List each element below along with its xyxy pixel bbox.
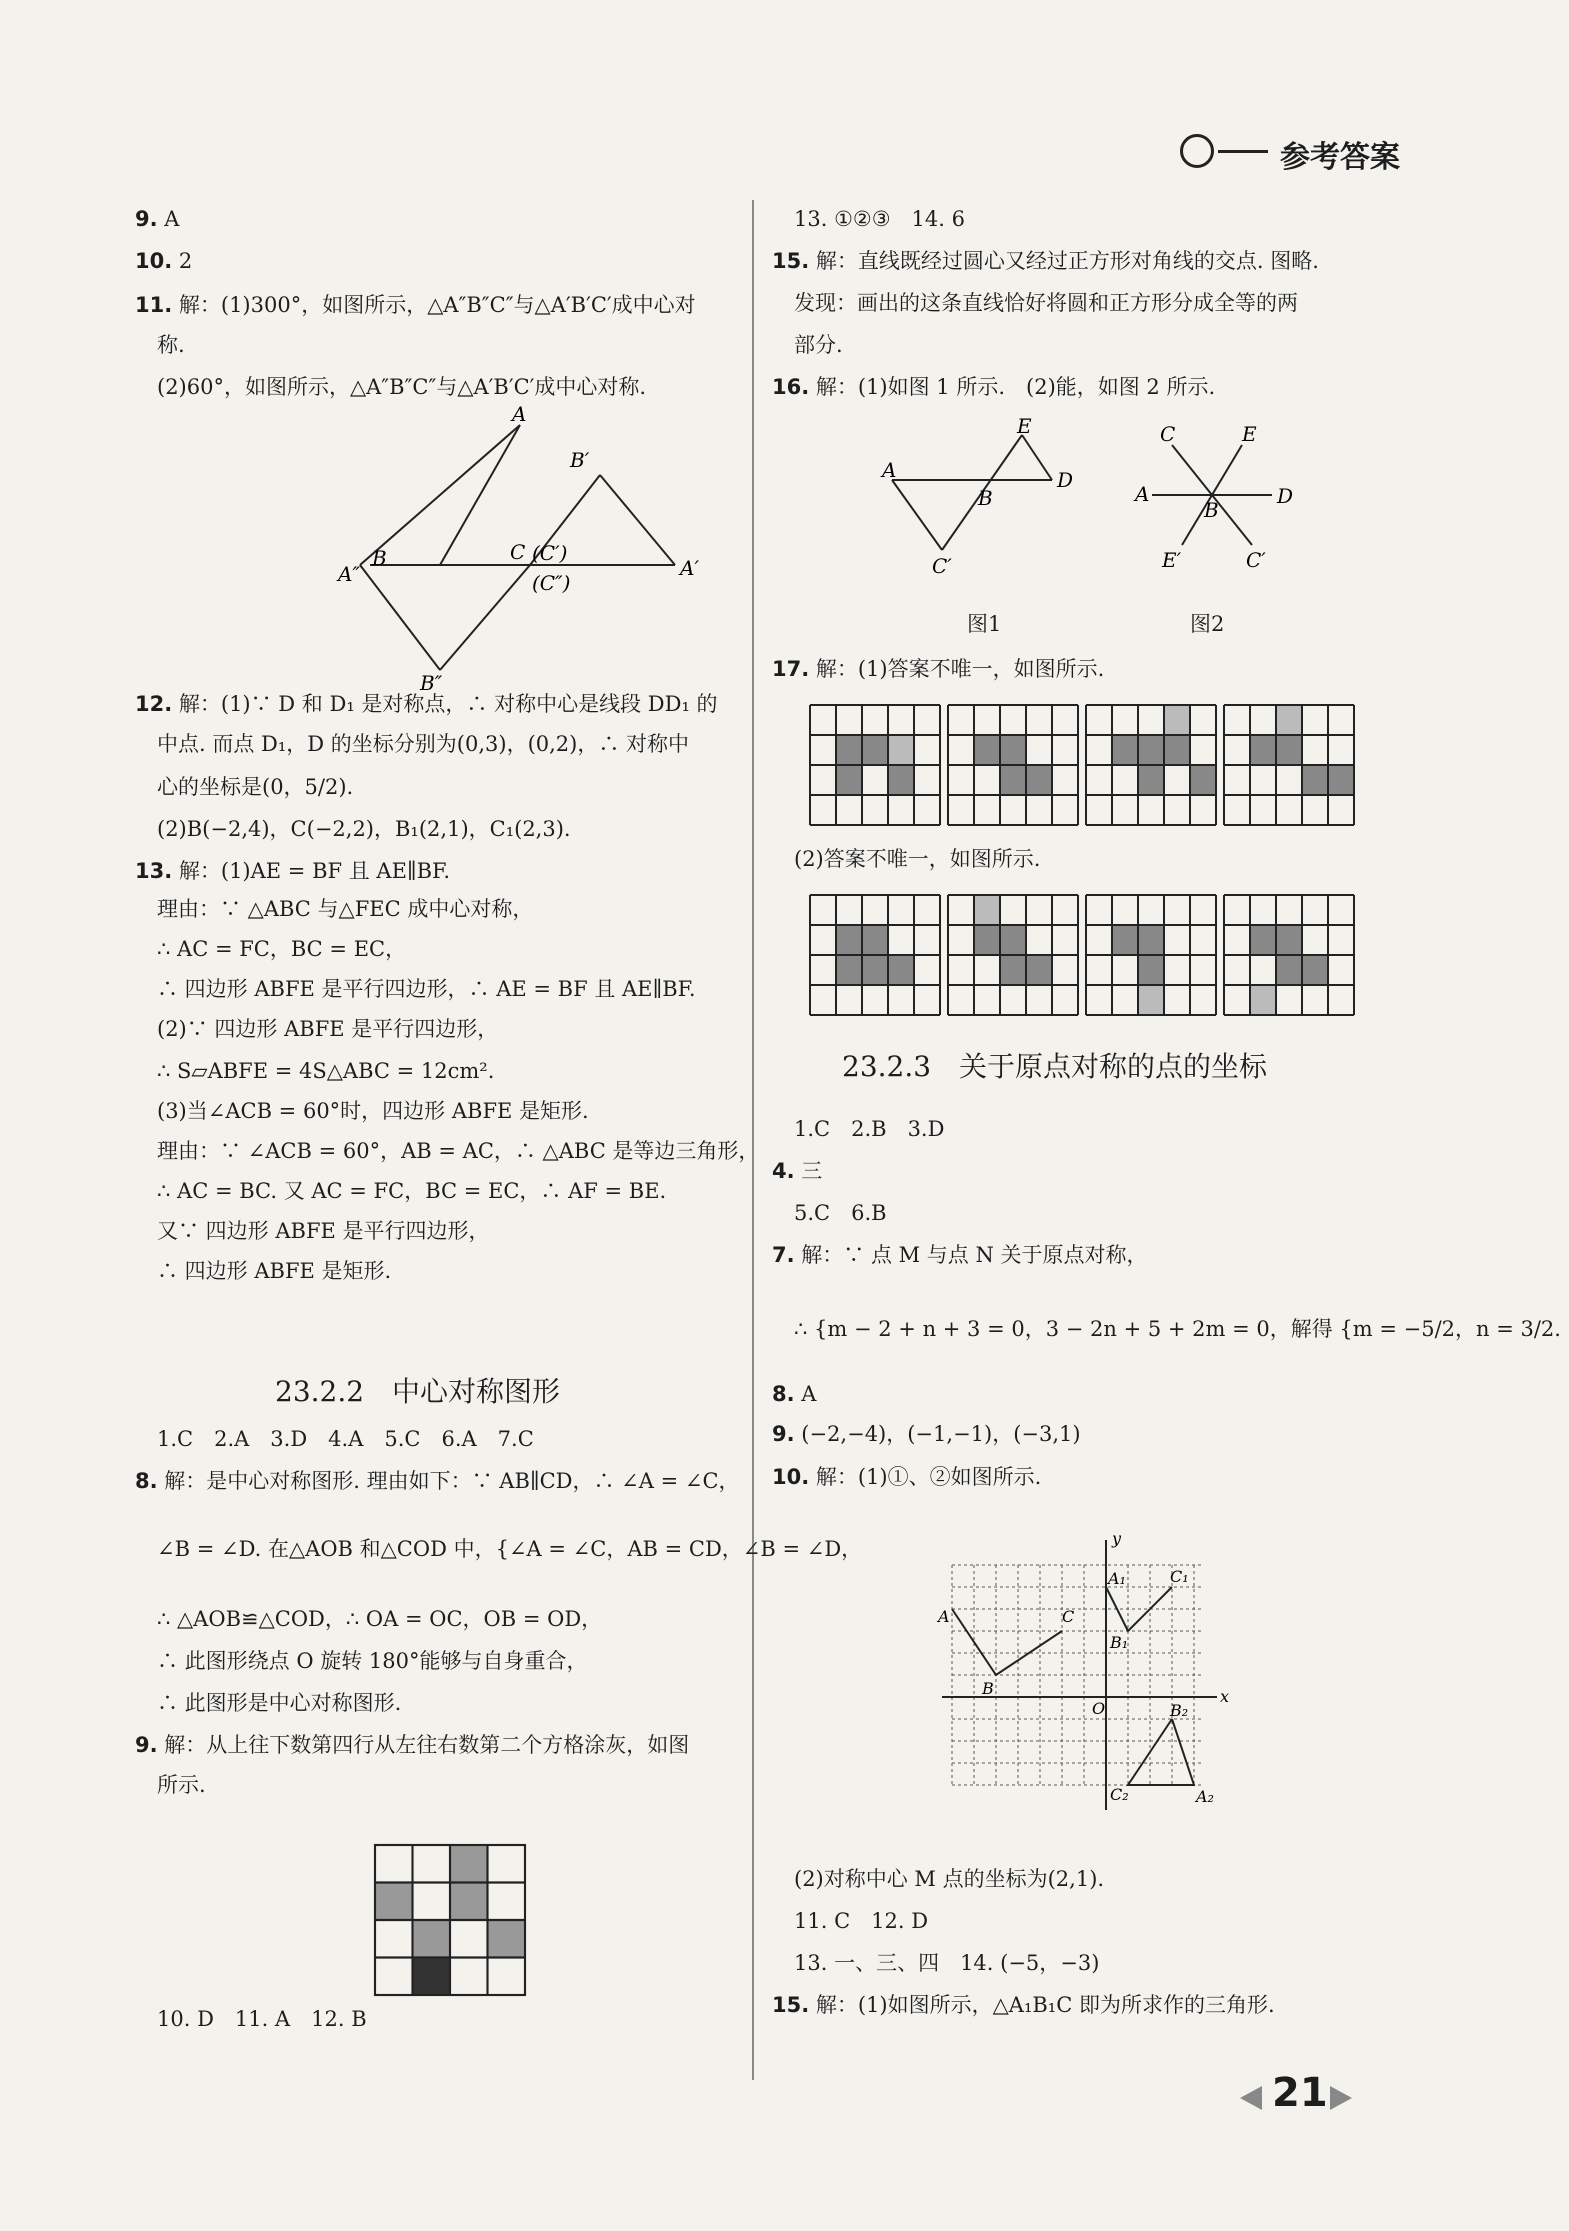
answer-text: 中点. 而点 D₁，D 的坐标分别为(0,3)，(0,2)，∴ 对称中 bbox=[157, 732, 690, 756]
shaded-cell bbox=[1138, 925, 1164, 955]
answer-line bbox=[157, 1425, 534, 1453]
answer-line bbox=[157, 1605, 602, 1633]
page-header bbox=[1170, 128, 1470, 178]
answer-text: 10. D 11. A 12. B bbox=[157, 2007, 367, 2031]
page-number: 21 bbox=[1272, 2070, 1328, 2116]
shaded-cell bbox=[1302, 765, 1328, 795]
shaded-cell bbox=[1250, 925, 1276, 955]
svg-text:B′: B′ bbox=[570, 448, 590, 472]
pattern-grid bbox=[1224, 705, 1354, 825]
answer-line bbox=[157, 373, 646, 401]
shaded-cell bbox=[1276, 735, 1302, 765]
svg-text:B″: B″ bbox=[420, 671, 443, 695]
answer-text: 理由：∵ △ABC 与△FEC 成中心对称， bbox=[157, 897, 534, 921]
answer-text: ∴ 此图形绕点 O 旋转 180°能够与自身重合， bbox=[157, 1649, 588, 1673]
svg-text:B₂: B₂ bbox=[1170, 1701, 1189, 1720]
answer-line bbox=[157, 1647, 588, 1675]
answer-line bbox=[794, 1115, 944, 1143]
rotation-triangles-figure bbox=[280, 402, 760, 695]
shaded-cell bbox=[1112, 925, 1138, 955]
shaded-cell bbox=[1276, 925, 1302, 955]
shaded-cell bbox=[1000, 955, 1026, 985]
answer-text: 心的坐标是(0，5/2). bbox=[157, 775, 354, 799]
answer-text: 11. C 12. D bbox=[794, 1909, 929, 1933]
question-number: 7. bbox=[772, 1243, 795, 1267]
answer-line bbox=[157, 1015, 498, 1043]
shaded-cell bbox=[1138, 955, 1164, 985]
shaded-cell bbox=[836, 735, 862, 765]
shaded-cell bbox=[1000, 735, 1026, 765]
svg-text:A: A bbox=[882, 458, 897, 482]
answer-line bbox=[772, 1991, 1275, 2019]
answer-text: A bbox=[794, 1382, 817, 1406]
answer-text: 三 bbox=[794, 1159, 823, 1183]
shaded-cell bbox=[862, 925, 888, 955]
answer-line bbox=[794, 289, 1298, 317]
svg-text:A′: A′ bbox=[680, 556, 699, 580]
question-number: 11. bbox=[135, 293, 173, 317]
answer-line bbox=[794, 1315, 1561, 1343]
question-number: 16. bbox=[772, 375, 810, 399]
answer-text: (2)对称中心 M 点的坐标为(2,1). bbox=[794, 1867, 1105, 1891]
pattern-grid bbox=[1086, 705, 1216, 825]
shaded-grid-figure bbox=[375, 1845, 525, 1995]
svg-text:A₁: A₁ bbox=[1108, 1569, 1126, 1588]
answer-line bbox=[157, 1097, 589, 1125]
header-title: 参考答案 bbox=[1280, 140, 1400, 175]
svg-text:A: A bbox=[512, 402, 527, 426]
pattern-grid bbox=[810, 705, 940, 825]
shaded-cell bbox=[1250, 735, 1276, 765]
svg-text:E: E bbox=[1242, 422, 1257, 446]
answer-text: ∴ 四边形 ABFE 是矩形. bbox=[157, 1259, 392, 1283]
pattern-grid bbox=[948, 705, 1078, 825]
svg-text:E: E bbox=[1017, 414, 1032, 438]
answer-text: 解：(1)如图 1 所示. (2)能，如图 2 所示. bbox=[809, 375, 1216, 399]
question-number: 13. bbox=[135, 859, 173, 883]
question-number: 15. bbox=[772, 1993, 810, 2017]
answer-line bbox=[794, 1199, 887, 1227]
answer-line bbox=[157, 2005, 367, 2033]
svg-text:B: B bbox=[978, 486, 993, 510]
question-number: 4. bbox=[772, 1159, 795, 1183]
shaded-cell bbox=[1026, 765, 1052, 795]
shaded-cell bbox=[974, 925, 1000, 955]
shaded-cell bbox=[974, 895, 1000, 925]
answer-line bbox=[157, 895, 533, 923]
answer-line bbox=[794, 1865, 1104, 1893]
shaded-cell bbox=[1164, 735, 1190, 765]
svg-text:C′: C′ bbox=[932, 554, 952, 578]
answer-text: ∴ S▱ABFE = 4S△ABC = 12cm². bbox=[157, 1059, 495, 1083]
shaded-cell bbox=[836, 925, 862, 955]
answer-text: 解：从上往下数第四行从左往右数第二个方格涂灰，如图 bbox=[157, 1733, 690, 1757]
page-arrow-right-icon bbox=[1330, 2086, 1352, 2110]
answer-line bbox=[157, 1217, 490, 1245]
answer-text: 所示. bbox=[157, 1773, 206, 1797]
answer-text: 1.C 2.A 3.D 4.A 5.C 6.A 7.C bbox=[157, 1427, 534, 1451]
shaded-cell bbox=[1250, 985, 1276, 1015]
figure-1-triangles bbox=[882, 414, 1082, 578]
answer-line bbox=[157, 1057, 494, 1085]
figure-2-caption: 图2 bbox=[1190, 612, 1225, 636]
section-heading-2322: 23.2.2 中心对称图形 bbox=[275, 1375, 561, 1408]
answer-text: 13. 一、三、四 14. (−5，−3) bbox=[794, 1951, 1100, 1975]
answer-text: A bbox=[157, 207, 180, 231]
answer-line bbox=[135, 1731, 689, 1759]
shaded-cell bbox=[974, 735, 1000, 765]
answer-line bbox=[794, 1907, 928, 1935]
answer-text: 解：(1)答案不唯一，如图所示. bbox=[809, 657, 1105, 681]
section-heading-2323: 23.2.3 关于原点对称的点的坐标 bbox=[842, 1050, 1268, 1083]
answer-text: 解：∵ 点 M 与点 N 关于原点对称， bbox=[794, 1243, 1148, 1267]
svg-text:C: C bbox=[1160, 422, 1176, 446]
answer-line bbox=[135, 291, 696, 319]
shaded-cell bbox=[836, 955, 862, 985]
shaded-cell bbox=[1328, 765, 1354, 795]
answer-line bbox=[794, 205, 965, 233]
shaded-cell bbox=[1190, 765, 1216, 795]
shaded-cell bbox=[1138, 985, 1164, 1015]
answer-line bbox=[772, 1241, 1148, 1269]
shaded-cell bbox=[1138, 735, 1164, 765]
answer-line bbox=[157, 975, 696, 1003]
svg-text:D: D bbox=[1277, 484, 1294, 508]
answer-line bbox=[772, 1380, 816, 1408]
pattern-grid bbox=[1086, 895, 1216, 1015]
answer-text: ∴ △AOB≌△COD，∴ OA = OC，OB = OD， bbox=[157, 1607, 603, 1631]
question-number: 15. bbox=[772, 249, 810, 273]
shaded-cell bbox=[1000, 925, 1026, 955]
answer-line bbox=[135, 247, 192, 275]
shaded-cell bbox=[862, 955, 888, 985]
shaded-cell bbox=[1302, 955, 1328, 985]
answer-line bbox=[157, 773, 353, 801]
answer-text: 解：(1)如图所示，△A₁B₁C 即为所求作的三角形. bbox=[809, 1993, 1275, 2017]
answer-text: 1.C 2.B 3.D bbox=[794, 1117, 945, 1141]
answer-line bbox=[157, 815, 571, 843]
answer-line bbox=[135, 1467, 740, 1495]
shaded-cell bbox=[888, 955, 914, 985]
svg-text:A₂: A₂ bbox=[1196, 1787, 1214, 1806]
answer-line bbox=[157, 935, 406, 963]
answer-line bbox=[157, 1689, 401, 1717]
answer-text: (2)B(−2,4)，C(−2,2)，B₁(2,1)，C₁(2,3). bbox=[157, 817, 571, 841]
shaded-cell bbox=[1276, 955, 1302, 985]
header-rule bbox=[1218, 150, 1268, 153]
answer-line bbox=[794, 845, 1040, 873]
shaded-cell bbox=[836, 765, 862, 795]
answer-text: (2)∵ 四边形 ABFE 是平行四边形， bbox=[157, 1017, 499, 1041]
svg-text:y: y bbox=[1112, 1529, 1122, 1548]
shaded-cell bbox=[1138, 765, 1164, 795]
shaded-cell bbox=[888, 735, 914, 765]
figure-1-caption: 图1 bbox=[967, 612, 1002, 636]
svg-text:C: C bbox=[1062, 1607, 1075, 1626]
svg-text:B₁: B₁ bbox=[1110, 1633, 1129, 1652]
answer-line bbox=[157, 331, 185, 359]
answer-text: ∠B = ∠D. 在△AOB 和△COD 中，{∠A = ∠C，AB = CD，∠B = ∠D， bbox=[157, 1537, 863, 1561]
answer-text: 2 bbox=[172, 249, 193, 273]
question-number: 9. bbox=[135, 207, 158, 231]
answer-line bbox=[157, 1771, 206, 1799]
answer-text: ∴ AC = BC. 又 AC = FC，BC = EC，∴ AF = BE. bbox=[157, 1179, 667, 1203]
svg-text:B: B bbox=[1204, 498, 1219, 522]
answer-line bbox=[772, 655, 1104, 683]
question-number: 12. bbox=[135, 692, 173, 716]
answer-line bbox=[135, 857, 450, 885]
shaded-cell bbox=[1026, 955, 1052, 985]
brand-logo-icon bbox=[1180, 134, 1214, 168]
svg-text:B: B bbox=[372, 546, 387, 570]
answer-text: 5.C 6.B bbox=[794, 1201, 887, 1225]
svg-text:C₂: C₂ bbox=[1110, 1785, 1129, 1804]
answer-text: 解：直线既经过圆心又经过正方形对角线的交点. 图略. bbox=[809, 249, 1319, 273]
answer-text: 解：(1)AE = BF 且 AE∥BF. bbox=[172, 859, 451, 883]
figure-2-lines bbox=[1132, 422, 1312, 575]
answer-text: (3)当∠ACB = 60°时，四边形 ABFE 是矩形. bbox=[157, 1099, 589, 1123]
shaded-cell bbox=[1112, 735, 1138, 765]
answer-text: 解：(1)300°，如图所示，△A″B″C″与△A′B′C′成中心对 bbox=[172, 293, 696, 317]
coordinate-grid-figure bbox=[932, 1530, 1232, 1820]
svg-text:A: A bbox=[1135, 482, 1150, 506]
answer-line bbox=[157, 1257, 391, 1285]
shaded-cell bbox=[862, 735, 888, 765]
answer-text: ∴ 此图形是中心对称图形. bbox=[157, 1691, 402, 1715]
answer-text: 部分. bbox=[794, 333, 843, 357]
pattern-grid bbox=[948, 895, 1078, 1015]
answer-line bbox=[157, 730, 689, 758]
shaded-cell bbox=[1276, 705, 1302, 735]
shaded-cell bbox=[1000, 765, 1026, 795]
answer-line bbox=[772, 1157, 822, 1185]
answer-text: 解：(1)①、②如图所示. bbox=[809, 1465, 1042, 1489]
question-number: 10. bbox=[772, 1465, 810, 1489]
question-number: 10. bbox=[135, 249, 173, 273]
answer-text: 解：是中心对称图形. 理由如下：∵ AB∥CD，∴ ∠A = ∠C， bbox=[157, 1469, 740, 1493]
answer-line bbox=[772, 1463, 1041, 1491]
answer-line bbox=[772, 373, 1215, 401]
question-number: 9. bbox=[772, 1422, 795, 1446]
answer-text: 13. ①②③ 14. 6 bbox=[794, 207, 965, 231]
svg-text:A″: A″ bbox=[338, 562, 360, 586]
answer-line bbox=[135, 205, 179, 233]
question-number: 17. bbox=[772, 657, 810, 681]
question-number: 9. bbox=[135, 1733, 158, 1757]
answer-text: 理由：∵ ∠ACB = 60°，AB = AC，∴ △ABC 是等边三角形， bbox=[157, 1139, 760, 1163]
answer-text: 又∵ 四边形 ABFE 是平行四边形， bbox=[157, 1219, 490, 1243]
svg-text:B: B bbox=[982, 1679, 994, 1698]
svg-text:x: x bbox=[1220, 1687, 1230, 1706]
answer-line bbox=[794, 1949, 1099, 1977]
shaded-cell bbox=[888, 765, 914, 795]
answer-text: 称. bbox=[157, 333, 185, 357]
answer-text: 发现：画出的这条直线恰好将圆和正方形分成全等的两 bbox=[794, 291, 1298, 315]
svg-text:(C″): (C″) bbox=[532, 571, 571, 595]
answer-line bbox=[157, 1177, 666, 1205]
question-number: 8. bbox=[135, 1469, 158, 1493]
svg-text:(C′): (C′) bbox=[532, 541, 568, 565]
pattern-grid bbox=[810, 895, 940, 1015]
pattern-grid bbox=[1224, 895, 1354, 1015]
answer-text: ∴ 四边形 ABFE 是平行四边形，∴ AE = BF 且 AE∥BF. bbox=[157, 977, 696, 1001]
answer-line bbox=[794, 331, 843, 359]
svg-text:C: C bbox=[510, 540, 526, 564]
answer-text: (−2,−4)，(−1,−1)，(−3,1) bbox=[794, 1422, 1081, 1446]
answer-text: (2)60°，如图所示，△A″B″C″与△A′B′C′成中心对称. bbox=[157, 375, 647, 399]
svg-text:C₁: C₁ bbox=[1170, 1567, 1189, 1586]
svg-text:D: D bbox=[1057, 468, 1074, 492]
answer-text: ∴ AC = FC，BC = EC， bbox=[157, 937, 407, 961]
svg-text:C′: C′ bbox=[1246, 548, 1266, 572]
answer-line bbox=[157, 1137, 759, 1165]
page-arrow-left-icon bbox=[1240, 2086, 1262, 2110]
answer-text: ∴ {m − 2 + n + 3 = 0，3 − 2n + 5 + 2m = 0，解得 {m = −5/2，n = 3/2. bbox=[794, 1317, 1561, 1341]
svg-text:A: A bbox=[938, 1607, 950, 1626]
shaded-cell bbox=[1164, 705, 1190, 735]
svg-text:E′: E′ bbox=[1162, 548, 1182, 572]
svg-text:O: O bbox=[1092, 1699, 1106, 1718]
answer-text: 解：(1)∵ D 和 D₁ 是对称点，∴ 对称中心是线段 DD₁ 的 bbox=[172, 692, 718, 716]
answer-line bbox=[157, 1535, 862, 1563]
answer-text: (2)答案不唯一，如图所示. bbox=[794, 847, 1041, 871]
answer-line bbox=[772, 1420, 1081, 1448]
question-number: 8. bbox=[772, 1382, 795, 1406]
answer-line bbox=[772, 247, 1319, 275]
